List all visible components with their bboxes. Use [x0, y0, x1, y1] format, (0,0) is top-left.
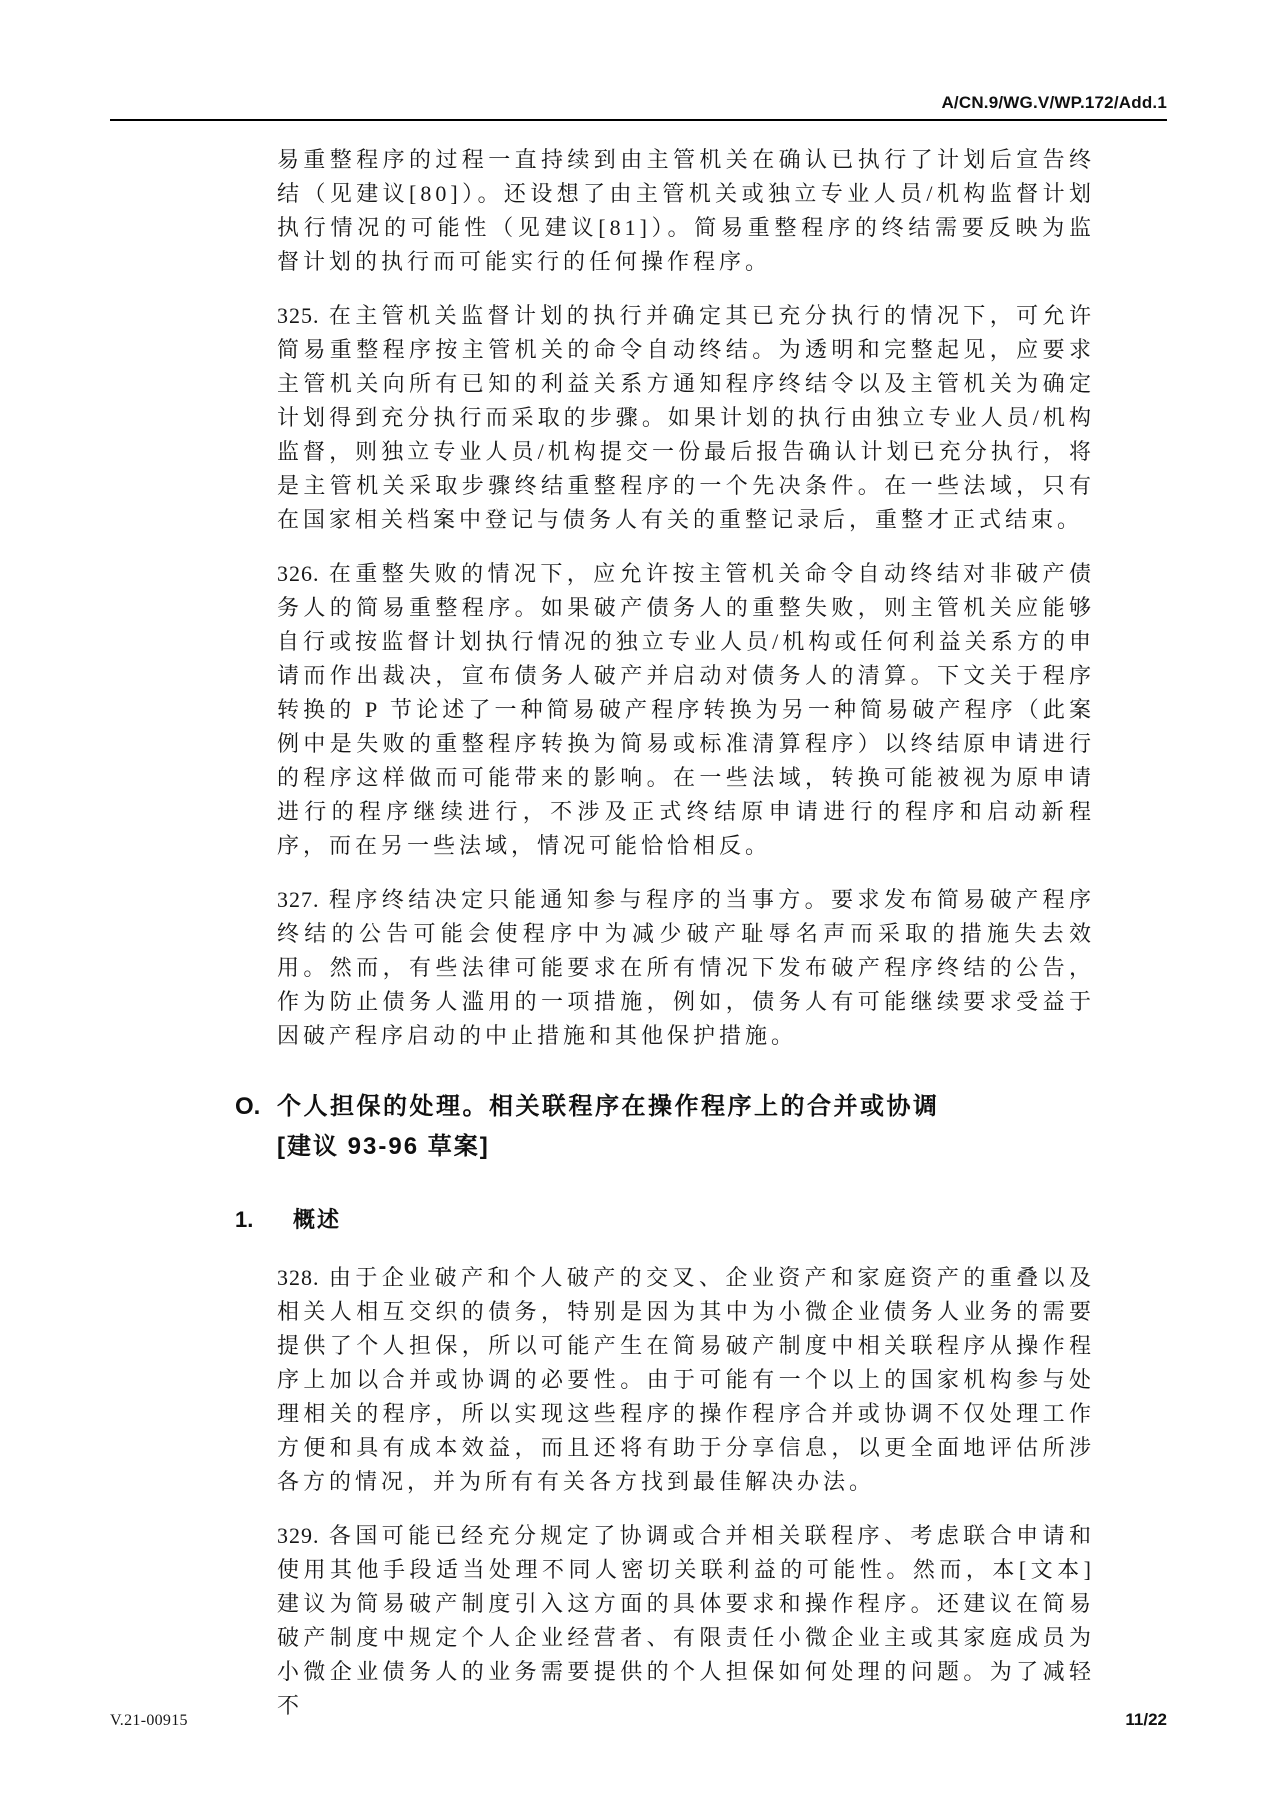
section-title-block [277, 1087, 1095, 1167]
document-body [235, 143, 1095, 1743]
paragraph-327 [277, 883, 1095, 1053]
paragraph-text: 在主管机关监督计划的执行并确定其已充分执行的情况下，可允许简易重整程序按主管机关的命令自动终结。为透明和完整起见，应要求主管机关向所有已知的利益关系方通知程序终结令以及主管机关为确定计划得到充分执行而采取的步骤。如果计划的执行由独立专业人员/机构监督，则独立专业人员/机构提交一份最后报告确认计划已充分执行，将是主管机关采取步骤终结重整程序的一个先决条件。在一些法域，只有在国家相关档案中登记与债务人有关的重整记录后，重整才正式结束。 [277, 303, 1095, 532]
paragraph-continuation: 易重整程序的过程一直持续到由主管机关在确认已执行了计划后宣告终结（见建议[80]）。还设想了由主管机关或独立专业人员/机构监督计划执行情况的可能性（见建议[81]）。简易重整程序的终结需要反映为监督计划的执行而可能实行的任何操作程序。 [277, 147, 1095, 274]
section-label: O. [235, 1093, 261, 1120]
paragraph-text: 由于企业破产和个人破产的交叉、企业资产和家庭资产的重叠以及相关人相互交织的债务，特别是因为其中为小微企业债务人业务的需要提供了个人担保，所以可能产生在简易破产制度中相关联程序从操作程序上加以合并或协调的必要性。由于可能有一个以上的国家机构参与处理相关的程序，所以实现这些程序的操作程序合并或协调不仅处理工作方便和具有成本效益，而且还将有助于分享信息，以更全面地评估所涉各方的情况，并为所有有关各方找到最佳解决办法。 [277, 1265, 1095, 1494]
paragraph-328 [277, 1261, 1095, 1499]
paragraph-number: 325. [277, 303, 320, 328]
section-title: 个人担保的处理。相关联程序在操作程序上的合并或协调 [277, 1093, 940, 1120]
paragraph-number: 328. [277, 1265, 320, 1290]
paragraph-text: 程序终结决定只能通知参与程序的当事方。要求发布简易破产程序终结的公告可能会使程序中为减少破产耻辱名声而采取的措施失去效用。然而，有些法律可能要求在所有情况下发布破产程序终结的公告，作为防止债务人滥用的一项措施，例如，债务人有可能继续要求受益于因破产程序启动的中止措施和其他保护措施。 [277, 887, 1095, 1048]
paragraph-number: 326. [277, 561, 320, 586]
document-symbol: A/CN.9/WG.V/WP.172/Add.1 [941, 93, 1167, 112]
header-rule [110, 119, 1167, 121]
subsection-title: 概述 [293, 1207, 342, 1232]
footer-doc-number: V.21-00915 [110, 1712, 188, 1729]
paragraph-number: 327. [277, 887, 320, 912]
paragraph-329 [277, 1519, 1095, 1723]
paragraph-326 [277, 557, 1095, 863]
subsection-label: 1. [235, 1207, 254, 1232]
paragraph-number: 329. [277, 1523, 320, 1548]
footer-page-number: 11/22 [1125, 1710, 1167, 1729]
paragraph-text: 各国可能已经充分规定了协调或合并相关联程序、考虑联合申请和使用其他手段适当处理不同人密切关联利益的可能性。然而，本[文本]建议为简易破产制度引入这方面的具体要求和操作程序。还建议在简易破产制度中规定个人企业经营者、有限责任小微企业主或其家庭成员为小微企业债务人的业务需要提供的个人担保如何处理的问题。为了减轻不 [277, 1523, 1095, 1718]
paragraph-325 [277, 299, 1095, 537]
paragraph-text: 在重整失败的情况下，应允许按主管机关命令自动终结对非破产债务人的简易重整程序。如果破产债务人的重整失败，则主管机关应能够自行或按监督计划执行情况的独立专业人员/机构或任何利益关系方的申请而作出裁决，宣布债务人破产并启动对债务人的清算。下文关于程序转换的 P 节论述了一种简易破产程序转换为另一种简易破产程序（此案例中是失败的重整程序转换为简易或标准清算程序）以终结原申请进行的程序这样做而可能带来的影响。在一些法域，转换可能被视为原申请进行的程序继续进行，不涉及正式终结原申请进行的程序和启动新程序，而在另一些法域，情况可能恰恰相反。 [277, 561, 1095, 858]
section-subtitle: [建议 93-96 草案] [277, 1133, 490, 1160]
section-o-heading [235, 1087, 1095, 1167]
subsection-1-heading [235, 1205, 1095, 1235]
